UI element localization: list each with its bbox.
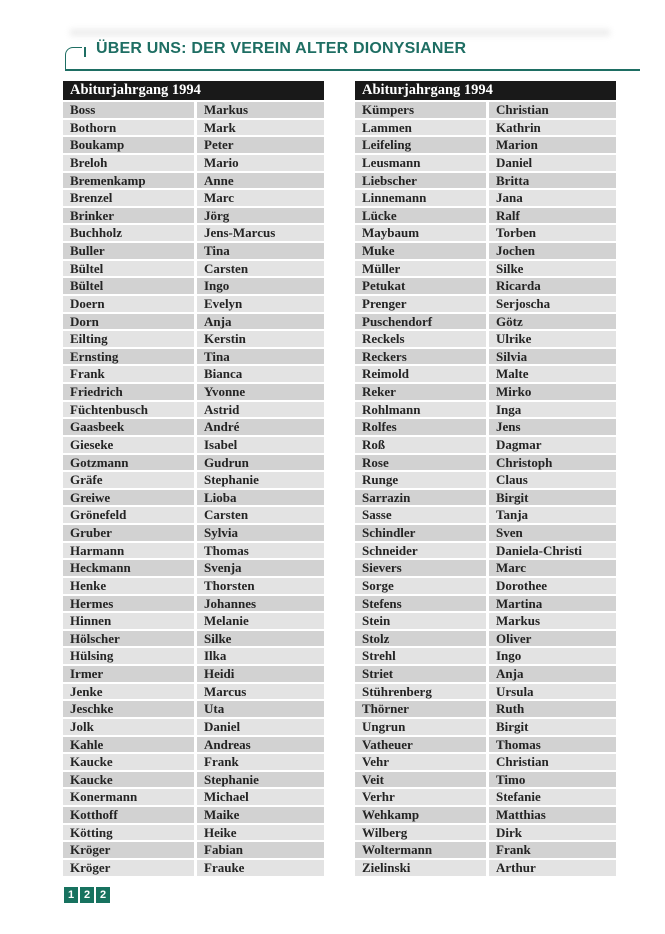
table-row [355,701,616,717]
table-row [63,772,324,788]
firstname-cell: Evelyn [197,296,324,312]
table-row [355,684,616,700]
lastname-cell: Rohlmann [355,402,486,418]
table-row [355,666,616,682]
table-row [355,296,616,312]
lastname-cell: Schneider [355,543,486,559]
table-row [355,366,616,382]
table-row [63,507,324,523]
table-row [63,366,324,382]
table-row [355,314,616,330]
firstname-cell: Serjoscha [489,296,616,312]
table-row [63,648,324,664]
firstname-cell: Jens-Marcus [197,225,324,241]
lastname-cell: Kotthoff [63,807,194,823]
table-row [63,631,324,647]
table-row [63,560,324,576]
firstname-cell: Lioba [197,490,324,506]
lastname-cell: Reker [355,384,486,400]
lastname-cell: Buchholz [63,225,194,241]
table-row [355,578,616,594]
lastname-cell: Stührenberg [355,684,486,700]
lastname-cell: Doern [63,296,194,312]
firstname-cell: Silke [489,261,616,277]
firstname-cell: Ruth [489,701,616,717]
table-row [63,225,324,241]
firstname-cell: Götz [489,314,616,330]
table-title: Abiturjahrgang 1994 [355,81,616,100]
table-row [355,543,616,559]
firstname-cell: Isabel [197,437,324,453]
firstname-cell: Daniela-Christi [489,543,616,559]
table-row [63,666,324,682]
lastname-cell: Hölscher [63,631,194,647]
table-row [63,842,324,858]
table-row [63,190,324,206]
table-row [355,384,616,400]
firstname-cell: Frank [197,754,324,770]
firstname-cell: Timo [489,772,616,788]
firstname-cell: Kerstin [197,331,324,347]
lastname-cell: Heckmann [63,560,194,576]
lastname-cell: Vatheuer [355,737,486,753]
firstname-cell: Markus [489,613,616,629]
lastname-cell: Reimold [355,366,486,382]
firstname-cell: Ulrike [489,331,616,347]
firstname-cell: Britta [489,173,616,189]
lastname-cell: Wilberg [355,825,486,841]
table-row [355,437,616,453]
firstname-cell: Sylvia [197,525,324,541]
lastname-cell: Ernsting [63,349,194,365]
firstname-cell: Heidi [197,666,324,682]
table-row [355,631,616,647]
table-row [355,243,616,259]
lastname-cell: Hermes [63,596,194,612]
lastname-cell: Prenger [355,296,486,312]
firstname-cell: Thorsten [197,578,324,594]
lastname-cell: Wehkamp [355,807,486,823]
firstname-cell: Claus [489,472,616,488]
page-number-box: 1 [64,887,78,903]
lastname-cell: Kötting [63,825,194,841]
lastname-cell: Woltermann [355,842,486,858]
firstname-cell: Johannes [197,596,324,612]
table-row [63,278,324,294]
firstname-cell: Anne [197,173,324,189]
lastname-cell: Leifeling [355,137,486,153]
firstname-cell: Fabian [197,842,324,858]
lastname-cell: Sasse [355,507,486,523]
table-row [355,560,616,576]
firstname-cell: Jens [489,419,616,435]
lastname-cell: Roß [355,437,486,453]
lastname-cell: Schindler [355,525,486,541]
table-row [355,507,616,523]
firstname-cell: Bianca [197,366,324,382]
lastname-cell: Henke [63,578,194,594]
table-row [63,243,324,259]
lastname-cell: Füchtenbusch [63,402,194,418]
table-row [63,613,324,629]
lastname-cell: Maybaum [355,225,486,241]
table-row [63,472,324,488]
firstname-cell: Dorothee [489,578,616,594]
firstname-cell: Martina [489,596,616,612]
lastname-cell: Konermann [63,789,194,805]
firstname-cell: Thomas [197,543,324,559]
firstname-cell: Daniel [197,719,324,735]
firstname-cell: Arthur [489,860,616,876]
lastname-cell: Boukamp [63,137,194,153]
firstname-cell: Ursula [489,684,616,700]
lastname-cell: Hinnen [63,613,194,629]
firstname-cell: Birgit [489,490,616,506]
firstname-cell: Marcus [197,684,324,700]
lastname-cell: Reckers [355,349,486,365]
table-row [63,719,324,735]
lastname-cell: Lücke [355,208,486,224]
lastname-cell: Leusmann [355,155,486,171]
lastname-cell: Runge [355,472,486,488]
firstname-cell: Ingo [197,278,324,294]
firstname-cell: Anja [197,314,324,330]
lastname-cell: Bültel [63,278,194,294]
lastname-cell: Brenzel [63,190,194,206]
lastname-cell: Bremenkamp [63,173,194,189]
page-number-box: 2 [80,887,94,903]
corner-tab-tick [84,47,86,57]
firstname-cell: Mario [197,155,324,171]
firstname-cell: André [197,419,324,435]
table-row [355,349,616,365]
lastname-cell: Kaucke [63,754,194,770]
table-row [63,701,324,717]
firstname-cell: Astrid [197,402,324,418]
page-showthrough-artifact [70,29,610,36]
table-row [63,261,324,277]
table-row [355,137,616,153]
firstname-cell: Frauke [197,860,324,876]
lastname-cell: Linnemann [355,190,486,206]
table-row [355,419,616,435]
table-row [63,331,324,347]
firstname-cell: Matthias [489,807,616,823]
corner-tab-decoration [65,47,82,70]
table-row [63,349,324,365]
table-row [63,384,324,400]
lastname-cell: Verhr [355,789,486,805]
page-number-box: 2 [96,887,110,903]
lastname-cell: Irmer [63,666,194,682]
lastname-cell: Gotzmann [63,455,194,471]
table-row [63,120,324,136]
firstname-cell: Jana [489,190,616,206]
firstname-cell: Mirko [489,384,616,400]
firstname-cell: Malte [489,366,616,382]
table-row [63,737,324,753]
lastname-cell: Gräfe [63,472,194,488]
lastname-cell: Strehl [355,648,486,664]
table-row [355,102,616,118]
firstname-cell: Gudrun [197,455,324,471]
firstname-cell: Carsten [197,261,324,277]
firstname-cell: Carsten [197,507,324,523]
firstname-cell: Silke [197,631,324,647]
table-row [355,807,616,823]
lastname-cell: Veit [355,772,486,788]
table-row [355,860,616,876]
lastname-cell: Friedrich [63,384,194,400]
table-row [355,525,616,541]
lastname-cell: Sievers [355,560,486,576]
table-row [355,737,616,753]
header-rule [65,69,640,71]
table-row [355,155,616,171]
table-row [63,789,324,805]
firstname-cell: Stephanie [197,472,324,488]
table-row [355,190,616,206]
table-row [355,613,616,629]
firstname-cell: Ricarda [489,278,616,294]
firstname-cell: Tina [197,243,324,259]
lastname-cell: Bothorn [63,120,194,136]
table-row [355,402,616,418]
firstname-cell: Uta [197,701,324,717]
table-row [355,120,616,136]
firstname-cell: Daniel [489,155,616,171]
firstname-cell: Stephanie [197,772,324,788]
firstname-cell: Stefanie [489,789,616,805]
table-row [63,455,324,471]
firstname-cell: Anja [489,666,616,682]
table-row [355,842,616,858]
lastname-cell: Rolfes [355,419,486,435]
table-row [355,173,616,189]
firstname-cell: Thomas [489,737,616,753]
lastname-cell: Petukat [355,278,486,294]
firstname-cell: Ralf [489,208,616,224]
lastname-cell: Sorge [355,578,486,594]
lastname-cell: Breloh [63,155,194,171]
lastname-cell: Gieseke [63,437,194,453]
abitur-table-right [355,81,616,878]
table-row [355,261,616,277]
table-row [355,208,616,224]
firstname-cell: Torben [489,225,616,241]
lastname-cell: Stefens [355,596,486,612]
firstname-cell: Tanja [489,507,616,523]
table-row [63,684,324,700]
firstname-cell: Dirk [489,825,616,841]
table-row [63,578,324,594]
table-row [355,825,616,841]
lastname-cell: Kröger [63,842,194,858]
firstname-cell: Svenja [197,560,324,576]
firstname-cell: Ingo [489,648,616,664]
abitur-table-left [63,81,324,878]
firstname-cell: Tina [197,349,324,365]
table-row [63,137,324,153]
table-row [63,825,324,841]
lastname-cell: Greiwe [63,490,194,506]
firstname-cell: Silvia [489,349,616,365]
table-row [63,155,324,171]
firstname-cell: Jörg [197,208,324,224]
table-row [63,596,324,612]
firstname-cell: Peter [197,137,324,153]
section-title: ÜBER UNS: DER VEREIN ALTER DIONYSIANER [96,40,467,57]
lastname-cell: Zielinski [355,860,486,876]
table-row [355,648,616,664]
table-rows [355,102,616,876]
firstname-cell: Marc [197,190,324,206]
table-row [63,296,324,312]
lastname-cell: Sarrazin [355,490,486,506]
firstname-cell: Christoph [489,455,616,471]
table-row [355,772,616,788]
lastname-cell: Harmann [63,543,194,559]
table-row [63,437,324,453]
firstname-cell: Marion [489,137,616,153]
tables-container [63,81,616,878]
lastname-cell: Stolz [355,631,486,647]
table-row [355,719,616,735]
lastname-cell: Rose [355,455,486,471]
table-row [63,807,324,823]
lastname-cell: Boss [63,102,194,118]
firstname-cell: Christian [489,102,616,118]
table-rows [63,102,324,876]
table-row [63,754,324,770]
table-row [355,278,616,294]
firstname-cell: Oliver [489,631,616,647]
lastname-cell: Stein [355,613,486,629]
lastname-cell: Grönefeld [63,507,194,523]
table-row [355,789,616,805]
lastname-cell: Jenke [63,684,194,700]
lastname-cell: Kahle [63,737,194,753]
table-title: Abiturjahrgang 1994 [63,81,324,100]
lastname-cell: Muke [355,243,486,259]
firstname-cell: Maike [197,807,324,823]
table-row [355,596,616,612]
firstname-cell: Sven [489,525,616,541]
lastname-cell: Dorn [63,314,194,330]
table-row [63,208,324,224]
lastname-cell: Buller [63,243,194,259]
table-row [63,102,324,118]
firstname-cell: Michael [197,789,324,805]
table-row [63,173,324,189]
lastname-cell: Hülsing [63,648,194,664]
table-row [63,543,324,559]
table-row [63,525,324,541]
table-row [355,490,616,506]
lastname-cell: Puschendorf [355,314,486,330]
lastname-cell: Müller [355,261,486,277]
lastname-cell: Lammen [355,120,486,136]
firstname-cell: Frank [489,842,616,858]
table-row [355,754,616,770]
lastname-cell: Gaasbeek [63,419,194,435]
firstname-cell: Inga [489,402,616,418]
firstname-cell: Dagmar [489,437,616,453]
firstname-cell: Jochen [489,243,616,259]
firstname-cell: Markus [197,102,324,118]
lastname-cell: Ungrun [355,719,486,735]
firstname-cell: Marc [489,560,616,576]
table-row [355,331,616,347]
lastname-cell: Gruber [63,525,194,541]
lastname-cell: Striet [355,666,486,682]
table-row [63,314,324,330]
lastname-cell: Kröger [63,860,194,876]
lastname-cell: Brinker [63,208,194,224]
lastname-cell: Vehr [355,754,486,770]
table-row [355,472,616,488]
page-number-footer [64,887,110,903]
lastname-cell: Frank [63,366,194,382]
table-row [63,860,324,876]
lastname-cell: Bültel [63,261,194,277]
firstname-cell: Melanie [197,613,324,629]
table-row [63,490,324,506]
lastname-cell: Reckels [355,331,486,347]
lastname-cell: Kümpers [355,102,486,118]
lastname-cell: Thörner [355,701,486,717]
lastname-cell: Jolk [63,719,194,735]
table-row [63,402,324,418]
lastname-cell: Liebscher [355,173,486,189]
firstname-cell: Mark [197,120,324,136]
firstname-cell: Christian [489,754,616,770]
table-row [355,455,616,471]
table-row [63,419,324,435]
firstname-cell: Kathrin [489,120,616,136]
table-row [355,225,616,241]
lastname-cell: Eilting [63,331,194,347]
firstname-cell: Ilka [197,648,324,664]
lastname-cell: Jeschke [63,701,194,717]
firstname-cell: Birgit [489,719,616,735]
lastname-cell: Kaucke [63,772,194,788]
firstname-cell: Heike [197,825,324,841]
firstname-cell: Yvonne [197,384,324,400]
firstname-cell: Andreas [197,737,324,753]
